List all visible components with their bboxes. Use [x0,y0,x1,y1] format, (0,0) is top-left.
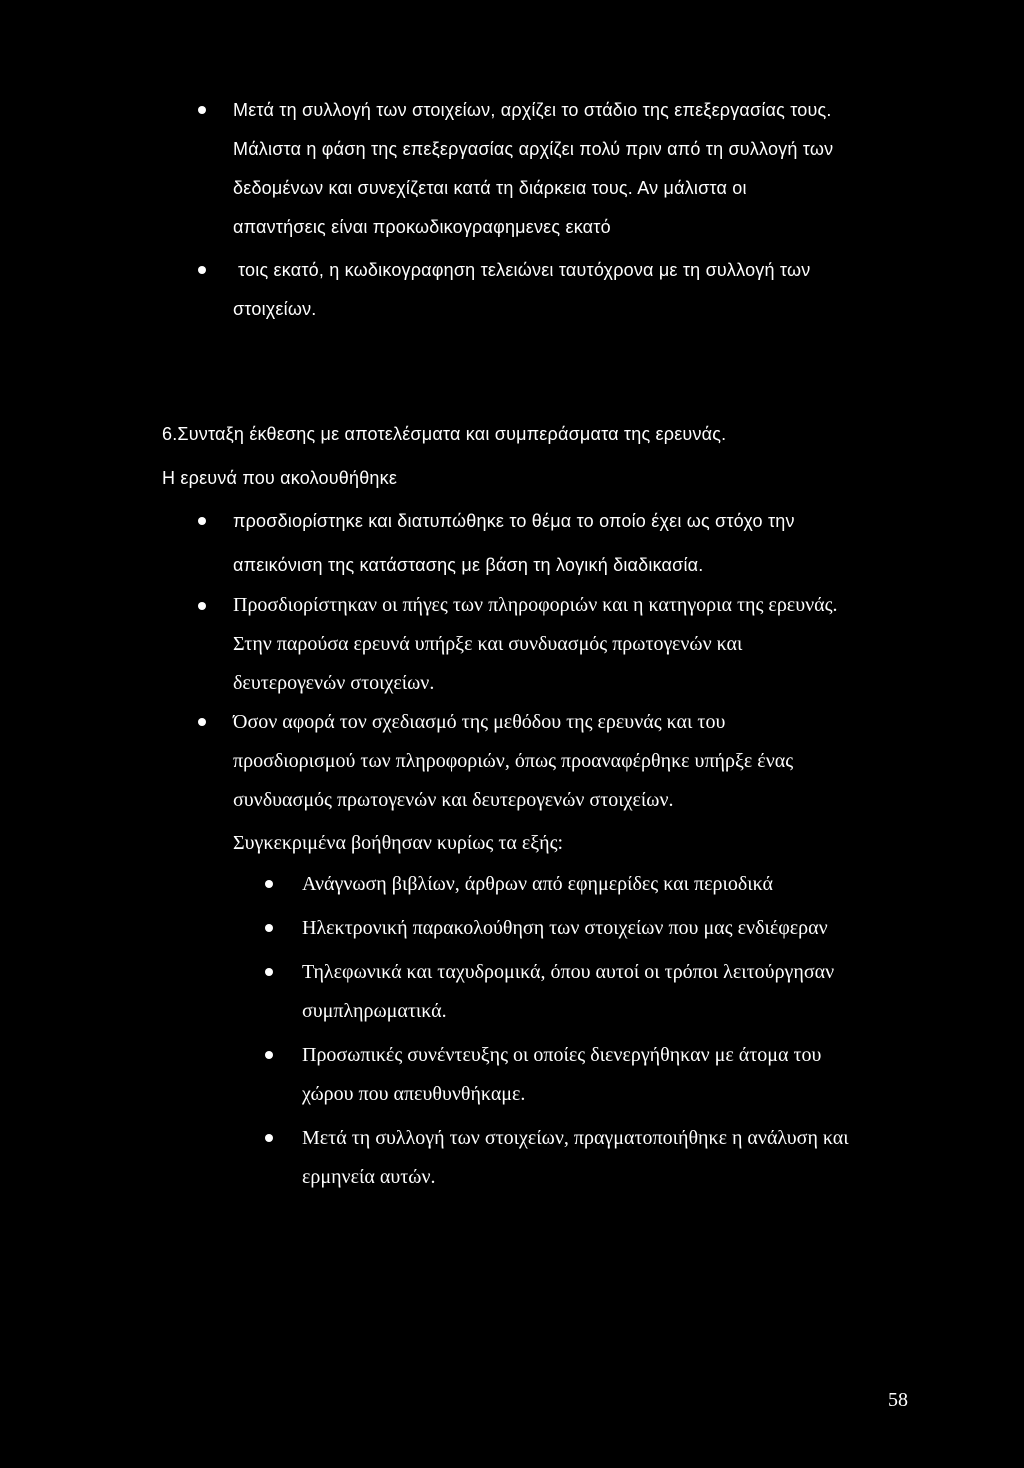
bullet-icon [265,968,273,976]
text-line: ερμηνεία αυτών. [302,1166,436,1188]
text-line: χώρου που απευθυνθήκαμε. [302,1083,526,1105]
bullet-icon [198,266,206,274]
text-line: προσδιορίστηκε και διατυπώθηκε το θέμα το οποίο έχει ως στόχο την [233,511,795,531]
bullet-icon [198,602,206,610]
bullet-icon [198,106,206,114]
text-line: Η ερευνά που ακολουθήθηκε [162,468,398,488]
text-line: Μετά τη συλλογή των στοιχείων, αρχίζει το στάδιο της επεξεργασίας τους. [233,100,832,120]
text-line: Τηλεφωνικά και ταχυδρομικά, όπου αυτοί οι τρόποι λειτούργησαν [302,961,835,983]
bullet-icon [198,718,206,726]
text-line: συμπληρωματικά. [302,1000,447,1022]
bullet-icon [265,880,273,888]
text-line: συνδυασμός πρωτογενών και δευτερογενών στοιχείων. [233,789,674,811]
text-line: Στην παρούσα ερευνά υπήρξε και συνδυασμός πρωτογενών και [233,633,743,655]
text-line: Προσωπικές συνέντευξης οι οποίες διενεργήθηκαν με άτομα του [302,1044,822,1066]
text-line: Ανάγνωση βιβλίων, άρθρων από εφημερίδες και περιοδικά [302,873,774,895]
bullet-icon [265,1051,273,1059]
text-line: Συγκεκριμένα βοήθησαν κυρίως τα εξής: [233,832,564,854]
text-line: Όσον αφορά τον σχεδιασμό της μεθόδου της ερευνάς και του [233,711,726,733]
text-line: προσδιορισμού των πληροφοριών, όπως προαναφέρθηκε υπήρξε ένας [233,750,794,772]
text-line: δεδομένων και συνεχίζεται κατά τη διάρκεια τους. Αν μάλιστα οι [233,178,747,198]
text-line: στοιχείων. [233,299,317,319]
section-heading: 6.Συνταξη έκθεσης με αποτελέσματα και συμπεράσματα της ερευνάς. [162,424,727,444]
bullet-icon [265,1134,273,1142]
text-line: Ηλεκτρονική παρακολούθηση των στοιχείων που μας ενδιέφεραν [302,917,828,939]
text-line: Προσδιορίστηκαν οι πήγες των πληροφοριών και η κατηγορια της ερευνάς. [233,594,838,616]
bullet-icon [198,517,206,525]
text-line: Μάλιστα η φάση της επεξεργασίας αρχίζει πολύ πριν από τη συλλογή των [233,139,834,159]
bullet-icon [265,924,273,932]
text-line: τοις εκατό, η κωδικογραφηση τελειώνει ταυτόχρονα με τη συλλογή των [238,260,811,280]
text-line: απαντήσεις είναι προκωδικογραφημενες εκατό [233,217,611,237]
page-number: 58 [888,1389,908,1411]
text-line: απεικόνιση της κατάστασης με βάση τη λογική διαδικασία. [233,555,704,575]
text-line: δευτερογενών στοιχείων. [233,672,435,694]
text-line: Μετά τη συλλογή των στοιχείων, πραγματοποιήθηκε η ανάλυση και [302,1127,849,1149]
